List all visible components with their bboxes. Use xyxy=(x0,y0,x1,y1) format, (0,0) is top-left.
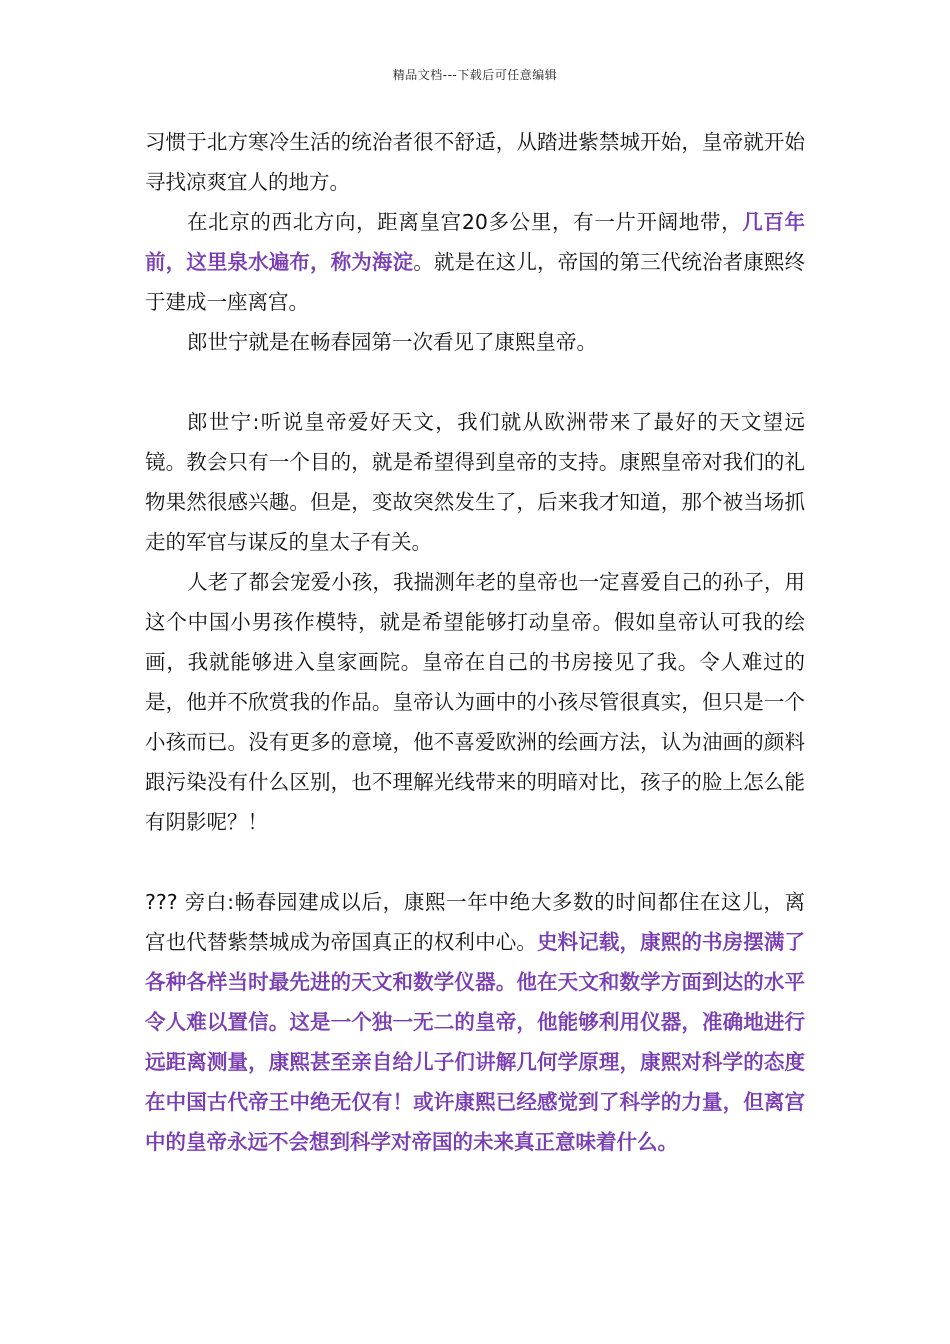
paragraph-6-highlight: 史料记载，康熙的书房摆满了各种各样当时最先进的天文和数学仪器。他在天文和数学方面到达的水平令人难以置信。这是一个独一无二的皇帝，他能够利用仪器，准确地进行远距离测量，康熙甚至亲自给儿子们讲解几何学原理，康熙对科学的态度在中国古代帝王中绝无仅有！或许康熙已经感觉到了科学的力量，但离宫中的皇帝永远不会想到科学对帝国的未来真正意味着什么。 xyxy=(145,930,806,1154)
document-body xyxy=(145,122,805,1162)
paragraph-2-text-b: 。就是在这儿，帝国的第三代统治者康熙终于建成一座离宫。 xyxy=(145,250,806,314)
paragraph-3: 郎世宁就是在畅春园第一次看见了康熙皇帝。 xyxy=(187,330,597,354)
paragraph-2 xyxy=(145,202,805,322)
paragraph-4: 郎世宁:听说皇帝爱好天文，我们就从欧洲带来了最好的天文望远镜。教会只有一个目的，就是希望得到皇帝的支持。康熙皇帝对我们的礼物果然很感兴趣。但是，变故突然发生了，后来我才知道，那个被当场抓走的军官与谋反的皇太子有关。 xyxy=(145,410,805,554)
paragraph-5: 人老了都会宠爱小孩，我揣测年老的皇帝也一定喜爱自己的孙子，用这个中国小男孩作模特，就是希望能够打动皇帝。假如皇帝认可我的绘画，我就能够进入皇家画院。皇帝在自己的书房接见了我。令人难过的是，他并不欣赏我的作品。皇帝认为画中的小孩尽管很真实，但只是一个小孩而已。没有更多的意境，他不喜爱欧洲的绘画方法，认为油画的颜料跟污染没有什么区别，也不理解光线带来的明暗对比，孩子的脸上怎么能有阴影呢？！ xyxy=(145,570,805,834)
paragraph-2-highlight: 几百年前，这里泉水遍布，称为海淀 xyxy=(145,210,805,274)
paragraph-6 xyxy=(145,882,805,1162)
paragraph-1: 习惯于北方寒冷生活的统治者很不舒适，从踏进紫禁城开始，皇帝就开始寻找凉爽宜人的地方。 xyxy=(145,130,805,194)
page-header: 精品文档---下载后可任意编辑 xyxy=(392,68,558,82)
paragraph-2-text-a: 在北京的西北方向，距离皇宫20多公里，有一片开阔地带， xyxy=(187,210,743,234)
paragraph-6-text-a: ??? 旁白:畅春园建成以后，康熙一年中绝大多数的时间都住在这儿，离宫也代替紫禁城成为帝国真正的权利中心。 xyxy=(145,890,805,954)
spacer xyxy=(145,362,805,402)
spacer xyxy=(145,842,805,882)
